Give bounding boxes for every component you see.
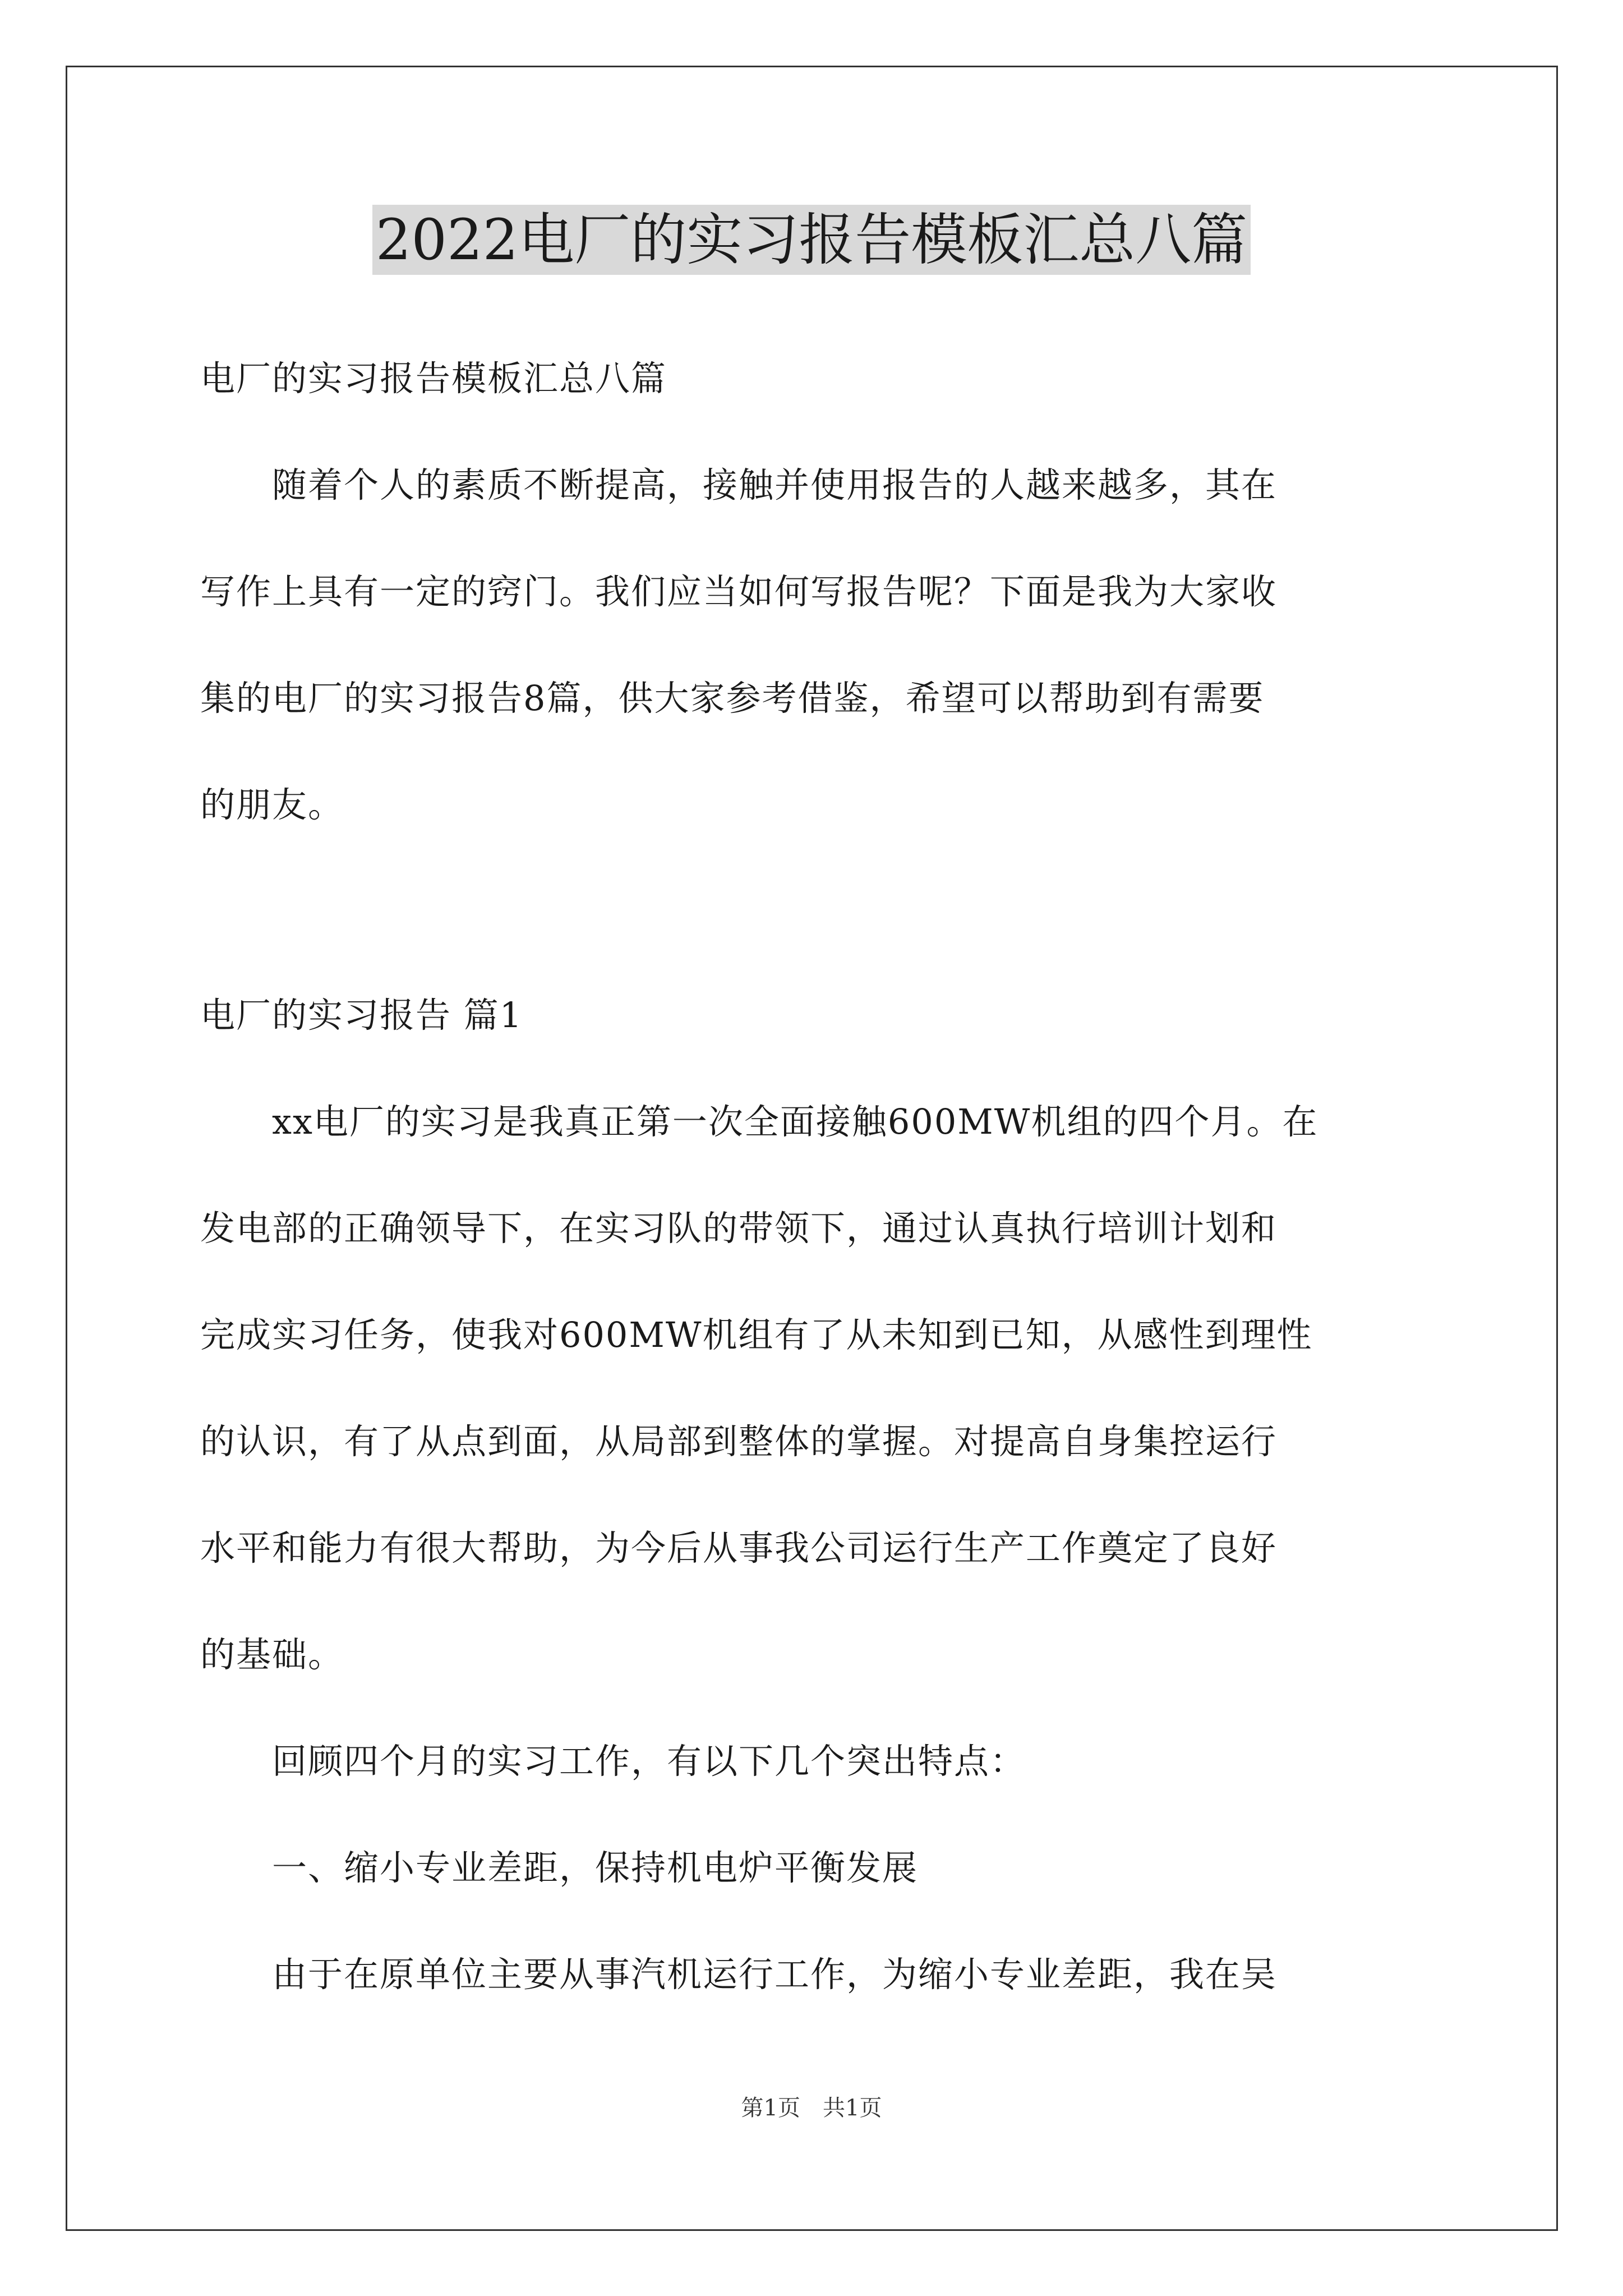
document-subtitle: 电厂的实习报告模板汇总八篇 xyxy=(200,358,667,399)
section-heading: 电厂的实习报告 篇1 xyxy=(200,995,523,1036)
intro-line: 随着个人的素质不断提高，接触并使用报告的人越来越多，其在 xyxy=(200,464,1278,505)
document-title: 2022电厂的实习报告模板汇总八篇 xyxy=(0,201,1623,279)
body-line: 的认识，有了从点到面，从局部到整体的掌握。对提高自身集控运行 xyxy=(200,1421,1278,1462)
intro-line: 集的电厂的实习报告8篇，供大家参考借鉴，希望可以帮助到有需要 xyxy=(200,678,1265,719)
intro-line: 的朋友。 xyxy=(200,784,344,825)
body-line: 由于在原单位主要从事汽机运行工作，为缩小专业差距，我在吴 xyxy=(200,1954,1278,1995)
intro-line: 写作上具有一定的窍门。我们应当如何写报告呢？下面是我为大家收 xyxy=(200,571,1278,612)
page-footer: 第1页 共1页 xyxy=(741,2095,882,2121)
body-line: 水平和能力有很大帮助，为今后从事我公司运行生产工作奠定了良好 xyxy=(200,1527,1278,1568)
body-line: 的基础。 xyxy=(200,1634,344,1675)
body-line: 发电部的正确领导下，在实习队的带领下，通过认真执行培训计划和 xyxy=(200,1208,1278,1249)
body-line: 一、缩小专业差距，保持机电炉平衡发展 xyxy=(200,1847,919,1888)
body-line: xx电厂的实习是我真正第一次全面接触600MW机组的四个月。在 xyxy=(200,1101,1318,1142)
body-line: 回顾四个月的实习工作，有以下几个突出特点： xyxy=(200,1741,1026,1782)
body-line: 完成实习任务，使我对600MW机组有了从未知到已知，从感性到理性 xyxy=(200,1314,1313,1355)
